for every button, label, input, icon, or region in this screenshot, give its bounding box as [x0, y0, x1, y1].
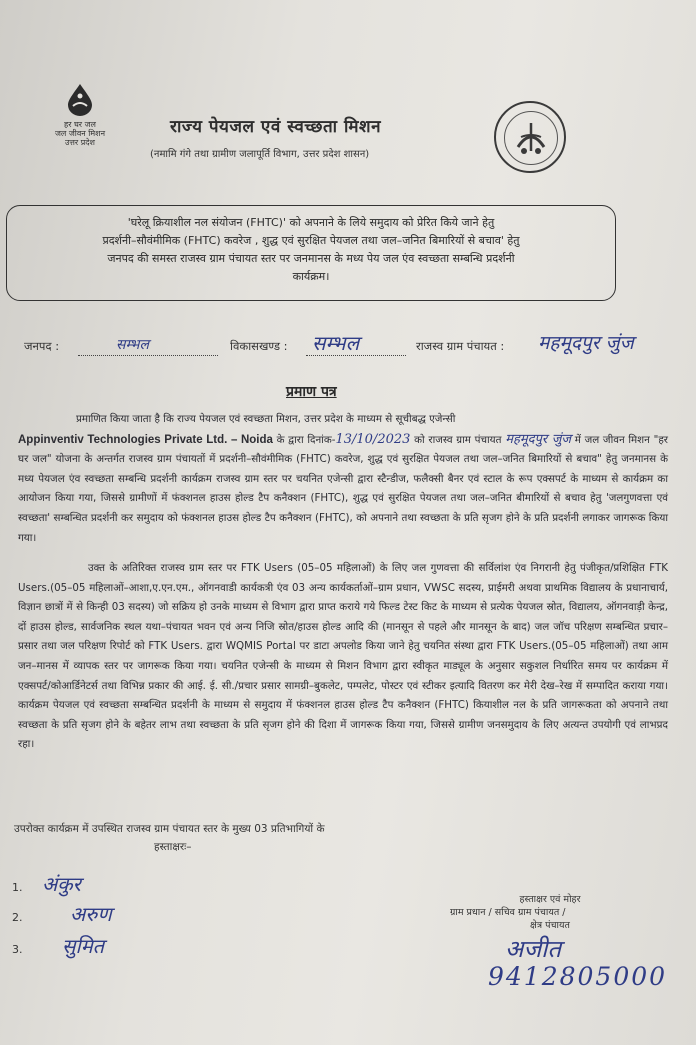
block-label: विकासखण्ड :	[230, 339, 288, 353]
water-drop-icon	[63, 82, 97, 116]
logo-text-3: उत्तर प्रदेश	[65, 138, 95, 147]
para1-village: महमूदपुर जुंज	[505, 431, 572, 447]
village-value: महमूदपुर जुंज	[538, 332, 634, 354]
emblem-icon	[512, 117, 550, 159]
para1-body: में जल जीवन मिशन "हर घर जल" योजना के अन्तर्गत राजस्व ग्राम पंचायतों में प्रदर्शनी–सौवंमीमिक (FHTC) कवरेज, शुद्ध एवं सुरक्षित पेयजल तथा जल–जनित बिमारियों से बचाव" हेतु जनमानस के मध्य पेयजल एंव स्वच्छता सम्बन्धि प्रदर्शनी कार्यक्रम राजस्व ग्राम स्तर पर चयनित एजेन्सी द्वारा स्टैन्डीज, फलैक्सी बैनर एवं स्टाल के रूप एक्सपर्ट के माध्यम से कार्यक्रम का आयोजन किया गया, जिससे ग्रामीणों में फंक्शनल हाउस होल्ड टैप कनैक्शन (FHTC), शुद्ध एवं सुरक्षित पेयजल तथा जल–जनित बीमारियों से बचाव हेतु 'जलगुणवत्ता एवं स्वच्छता' सम्बन्धित प्रदर्शनी कर समुदाय को फंक्शनल हाउस होल्ड टैप कनैक्शन (FHTC), को अपनाने तथा स्वच्छता के प्रति सृजग होने के प्रति प्रदर्शनी लगाकर जागरूक किया गया।	[18, 433, 669, 544]
logo-text-2: जल जीवन मिशन	[54, 129, 106, 138]
certificate-paragraph-2: उक्त के अतिरिक्त राजस्व ग्राम स्तर पर FTK Users (05–05 महिलाओं) के लिए जल गुणवत्ता की सर्विलांश एंव निगरानी हेतु पंजीकृत/प्रशिक्षित FTK Users.(05–05 महिलाओं–आशा,ए.एन.एम., ऑगनवाडी कार्यकत्री एंव 03 अन्य कार्यकर्ताओं–ग्राम प्रधान, VWSC सदस्य, प्राईमरी अथवा प्राथमिक विद्यालय के प्रधानाचार्य, विज्ञान छात्रों में से किन्ही 03 सदस्य) जो सक्रिय हो उनके माध्यम से विभाग द्वारा प्राप्त कराये गये फिल्ड टेस्ट किट के माध्यम से प्रत्येक पेयजल स्रोत, विद्यालय, ऑगनवाड़ी केन्द्र, दों हाउस होल्ड, सार्वजनिक स्थल यथा–पंचायत भवन एवं अन्य निजि स्रोत/हाउस होल्ड आदि की (मानसून से पहले और मानसून के बाद) जल जॉच परिक्षण सम्बन्धित प्रचार–प्रसार तथा जल परिक्षण रिपोर्ट को FTK Users. द्वारा WQMIS Portal पर डाटा अपलोड किया जाने हेतु चयनित संस्था द्वारा FTK Users.(05–05 महिलाओं) तथा आम जन–मानस में व्यापक स्तर पर जागरूक किया गया। चयनित एजेन्सी के माध्यम से मिशन विभाग द्वारा स्वीकृत माड्यूल के अनुसार सकुशल निर्धारित समय पर कार्यक्रम में एक्सपर्ट/कोआर्डिनेटर्स तथा विभिन्न प्रकार की आई. ई. सी./प्रचार प्रसार सामग्री–बुकलेट, पम्पलेट, पोस्टर एवं स्टीकर इत्यादि वितरण कर मेरी देख–रेख में सम्पादित कराया गया। कार्यक्रम पेयजल एवं स्वच्छता सम्बन्धित प्रदर्शनी के माध्यम से समुदाय में फंक्शनल हाउस होल्ड टैप कनैक्शन (FHTC) कियाशील नल के प्रति जागरूकता को अपनाने तथा स्वच्छता के प्रति सृजग होने के बहेतर लाभ तथा स्वच्छता के प्रति सृजग होने की दिशा में जागरूक किया गया, जिससे ग्रामीण जनसमुदाय के लिए अत्यन्त उपयोगी एवं लाभप्रद रहा।	[18, 562, 668, 751]
logo-text-1: हर घर जल	[64, 120, 96, 129]
box-line-2: प्रदर्शनी–सौवंमीमिक (FHTC) कवरेज , शुद्ध एवं सुरक्षित पेयजल तथा जल–जनित बिमारियों से बचाव' हेतु	[102, 234, 520, 247]
district-label: जनपद :	[24, 339, 60, 353]
certificate-title: प्रमाण पत्र	[286, 384, 337, 400]
box-line-3: जनपद की समस्त राजस्व ग्राम पंचायत स्तर पर जनमानस के मध्य पेय जल एंव स्वच्छता सम्बन्धि प्रदर्शनी	[107, 252, 515, 265]
participant-signature-1	[12, 870, 212, 897]
para1-date-label: के द्वारा दिनांक-	[272, 433, 336, 446]
pradhan-signature: अजीत	[505, 935, 562, 963]
mission-title: राज्य पेयजल एवं स्वच्छता मिशन	[170, 117, 382, 137]
sig3-number: 3.	[12, 943, 23, 956]
pradhan-signature-block	[450, 893, 650, 932]
certificate-paragraph-1	[18, 410, 668, 548]
sig2-number: 2.	[12, 911, 23, 924]
participant-signature-2	[12, 900, 212, 927]
program-date: 13/10/2023	[335, 431, 411, 447]
participants-intro-line: उपरोक्त कार्यक्रम में उपस्थित राजस्व ग्राम पंचायत स्तर के मुख्य 03 प्रतिभागियों के	[14, 823, 325, 835]
sign-seal-label: हस्ताक्षर एवं मोहर	[519, 894, 581, 905]
sig1-name: अंकुर	[42, 872, 81, 896]
sig1-number: 1.	[12, 881, 23, 894]
box-line-1: 'घरेलू क्रियाशील नल संयोजन (FHTC)' को अपनाने के लिये समुदाय को प्रेरित किये जाने हेतु	[127, 216, 495, 229]
sign-area: क्षेत्र पंचायत	[530, 920, 570, 931]
location-row	[24, 333, 684, 361]
up-government-seal	[494, 101, 566, 173]
sig2-name: अरुण	[70, 902, 112, 926]
mission-subtitle: (नमामि गंगे तथा ग्रामीण जलापूर्ति विभाग, उत्तर प्रदेश शासन)	[150, 149, 370, 160]
participants-intro	[14, 820, 434, 856]
sign-designation: ग्राम प्रधान / सचिव ग्राम पंचायत /	[450, 907, 566, 918]
har-ghar-jal-logo	[40, 82, 120, 147]
village-label: राजस्व ग्राम पंचायत :	[416, 339, 505, 353]
para1-village-label: को राजस्व ग्राम पंचायत	[410, 433, 506, 446]
district-value: सम्भल	[116, 337, 149, 353]
participant-signature-3	[12, 932, 212, 959]
program-title-box	[6, 205, 616, 301]
sig3-name: सुमित	[62, 934, 105, 958]
agency-name: Appinventiv Technologies Private Ltd. – Noida	[18, 433, 273, 446]
box-line-4: कार्यक्रम।	[292, 270, 330, 283]
pradhan-phone: 9412805000	[488, 962, 668, 991]
participants-signature-label: हस्ताक्षरः–	[154, 841, 192, 853]
block-value: सम्भल	[312, 331, 360, 355]
para1-intro: प्रमाणित किया जाता है कि राज्य पेयजल एवं स्वच्छता मिशन, उत्तर प्रदेश के माध्यम से सूचीबद्ध एजेन्सी	[76, 413, 456, 425]
